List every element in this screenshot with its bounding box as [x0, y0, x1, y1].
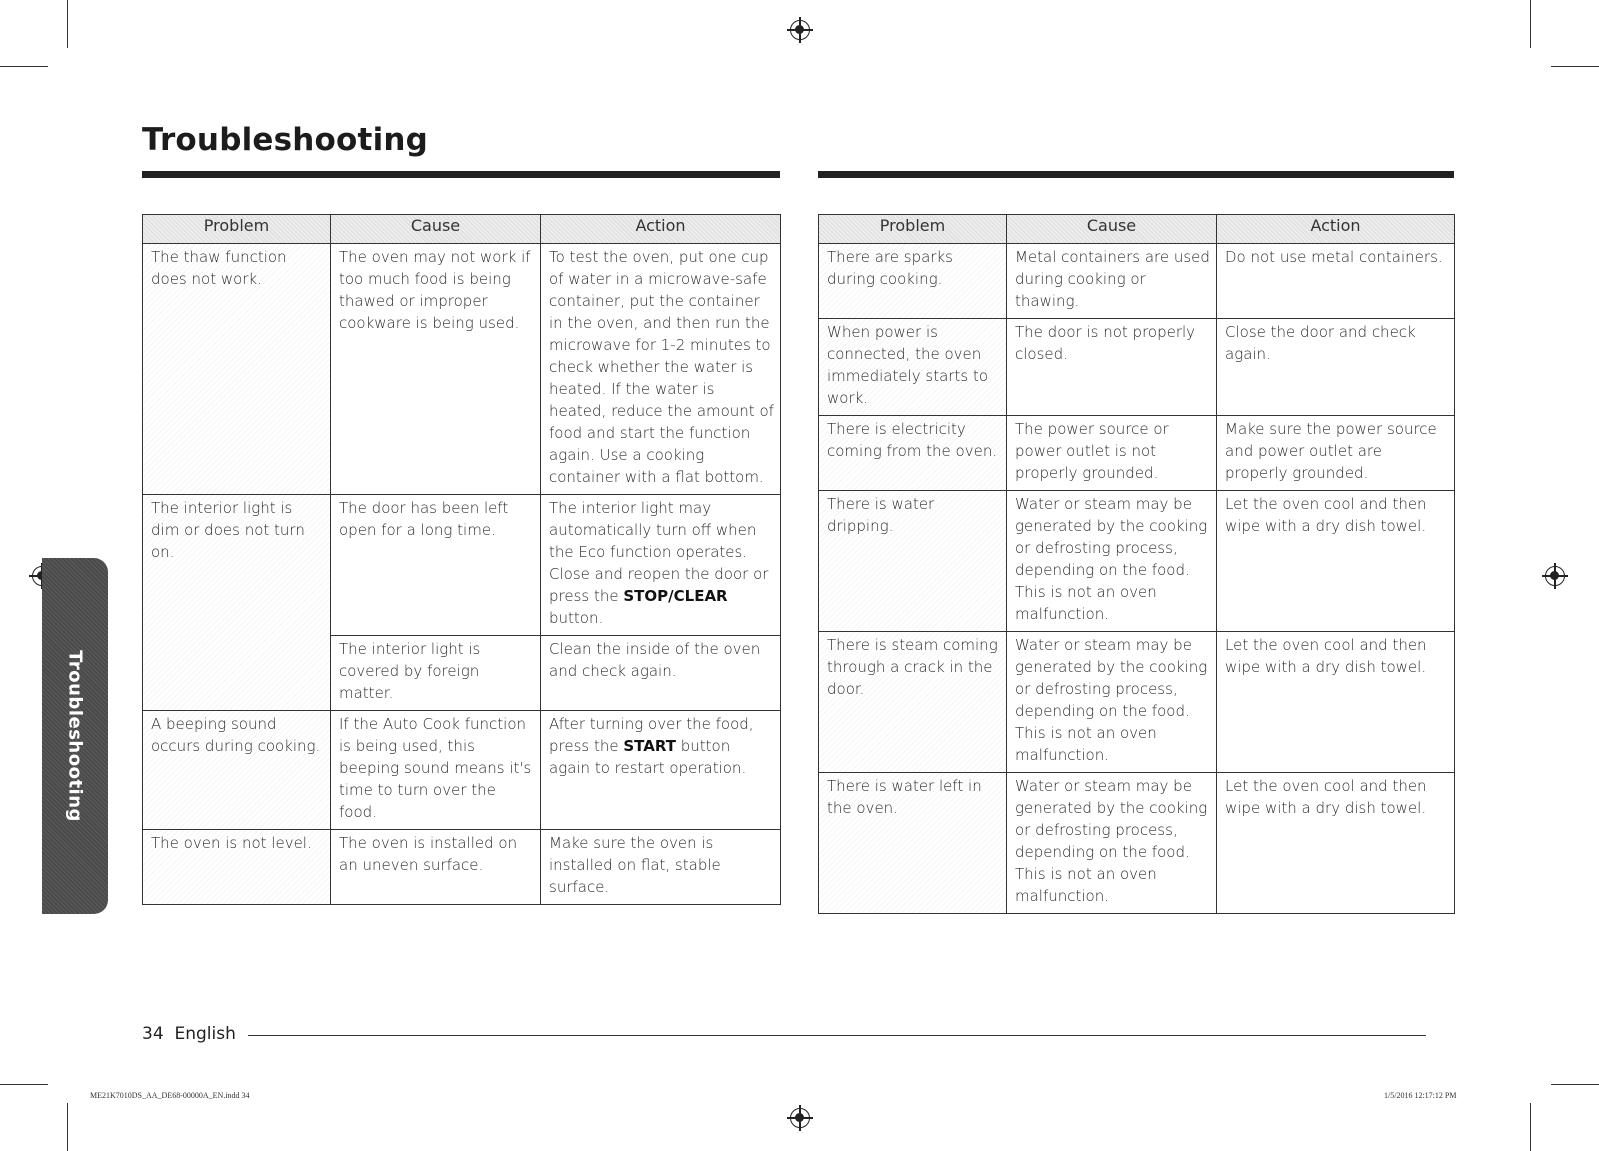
cause-cell: The door has been left open for a long time.: [331, 495, 541, 636]
print-slug-date: 1/5/2016 12:17:12 PM: [1384, 1091, 1457, 1100]
registration-mark-icon: [790, 20, 810, 40]
action-cell: Let the oven cool and then wipe with a dry dish towel.: [1217, 632, 1455, 773]
problem-cell: When power is connected, the oven immediately starts to work.: [819, 319, 1007, 416]
crop-mark: [1530, 0, 1531, 48]
action-cell: Close the door and check again.: [1217, 319, 1455, 416]
side-tab-label: Troubleshooting: [64, 650, 86, 822]
action-text: button.: [549, 609, 604, 627]
problem-cell: A beeping sound occurs during cooking.: [143, 711, 331, 830]
registration-mark-icon: [790, 1108, 810, 1128]
action-cell: [541, 711, 781, 830]
troubleshooting-table-left: [142, 214, 781, 905]
table-row: [143, 244, 781, 495]
cause-cell: Water or steam may be generated by the cooking or defrosting process, depending on the food. This is not an oven malfunction.: [1007, 632, 1217, 773]
header-problem: Problem: [819, 215, 1007, 244]
problem-cell: There is steam coming through a crack in the door.: [819, 632, 1007, 773]
table-row: [143, 830, 781, 905]
table-header-row: [819, 215, 1455, 244]
footer-rule: [248, 1035, 1426, 1036]
crop-mark: [1551, 66, 1599, 67]
action-text: button again to restart operation.: [549, 737, 747, 777]
cause-cell: Water or steam may be generated by the cooking or defrosting process, depending on the food. This is not an oven malfunction.: [1007, 491, 1217, 632]
action-cell: Make sure the power source and power outlet are properly grounded.: [1217, 416, 1455, 491]
print-slug-file: ME21K7010DS_AA_DE68-00000A_EN.indd 34: [90, 1091, 250, 1100]
header-cause: Cause: [1007, 215, 1217, 244]
action-text: The interior light may automatically turn off when the Eco function operates. Close and reopen the door or press the: [549, 499, 769, 605]
problem-cell: The interior light is dim or does not turn on.: [143, 495, 331, 711]
button-name-stop-clear: STOP/CLEAR: [623, 587, 728, 605]
page-title: Troubleshooting: [142, 122, 429, 158]
title-rule: [818, 171, 1454, 178]
problem-cell: There is electricity coming from the oven.: [819, 416, 1007, 491]
cause-cell: The oven is installed on an uneven surface.: [331, 830, 541, 905]
registration-mark-icon: [1545, 566, 1565, 586]
header-action: Action: [541, 215, 781, 244]
header-problem: Problem: [143, 215, 331, 244]
cause-cell: The power source or power outlet is not properly grounded.: [1007, 416, 1217, 491]
action-cell: Let the oven cool and then wipe with a dry dish towel.: [1217, 773, 1455, 914]
header-action: Action: [1217, 215, 1455, 244]
cause-cell: If the Auto Cook function is being used, this beeping sound means it's time to turn over the food.: [331, 711, 541, 830]
header-cause: Cause: [331, 215, 541, 244]
table-row: [819, 319, 1455, 416]
cause-cell: Water or steam may be generated by the cooking or defrosting process, depending on the food. This is not an oven malfunction.: [1007, 773, 1217, 914]
cause-cell: The door is not properly closed.: [1007, 319, 1217, 416]
table-row: [143, 495, 781, 636]
problem-cell: The oven is not level.: [143, 830, 331, 905]
crop-mark: [67, 0, 68, 48]
section-side-tab: [42, 558, 108, 914]
troubleshooting-table-right: [818, 214, 1455, 914]
table-row: [819, 632, 1455, 773]
page-number: 34: [142, 1024, 164, 1044]
table-row: [819, 416, 1455, 491]
table-row: [143, 711, 781, 830]
problem-cell: There are sparks during cooking.: [819, 244, 1007, 319]
problem-cell: The thaw function does not work.: [143, 244, 331, 495]
table-row: [819, 491, 1455, 632]
action-cell: To test the oven, put one cup of water in a microwave-safe container, put the container in the oven, and then run the microwave for 1-2 minutes to check whether the water is heated. If the water is heated, reduce the amount of food and start the function again. Use a cooking container with a flat bottom.: [541, 244, 781, 495]
page-footer: [142, 1024, 236, 1044]
action-text: After turning over the food, press the: [549, 715, 754, 755]
action-cell: Let the oven cool and then wipe with a dry dish towel.: [1217, 491, 1455, 632]
cause-cell: Metal containers are used during cooking or thawing.: [1007, 244, 1217, 319]
table-row: [819, 773, 1455, 914]
crop-mark: [1551, 1084, 1599, 1085]
table-header-row: [143, 215, 781, 244]
crop-mark: [0, 1084, 48, 1085]
problem-cell: There is water left in the oven.: [819, 773, 1007, 914]
title-rule: [142, 171, 780, 178]
table-row: [819, 244, 1455, 319]
action-cell: Make sure the oven is installed on flat, stable surface.: [541, 830, 781, 905]
crop-mark: [1530, 1103, 1531, 1151]
cause-cell: The oven may not work if too much food is being thawed or improper cookware is being used.: [331, 244, 541, 495]
button-name-start: START: [623, 737, 676, 755]
action-cell: Do not use metal containers.: [1217, 244, 1455, 319]
crop-mark: [67, 1103, 68, 1151]
cause-cell: The interior light is covered by foreign matter.: [331, 636, 541, 711]
action-cell: [541, 495, 781, 636]
crop-mark: [0, 66, 48, 67]
action-cell: Clean the inside of the oven and check again.: [541, 636, 781, 711]
footer-language: English: [174, 1024, 236, 1044]
problem-cell: There is water dripping.: [819, 491, 1007, 632]
